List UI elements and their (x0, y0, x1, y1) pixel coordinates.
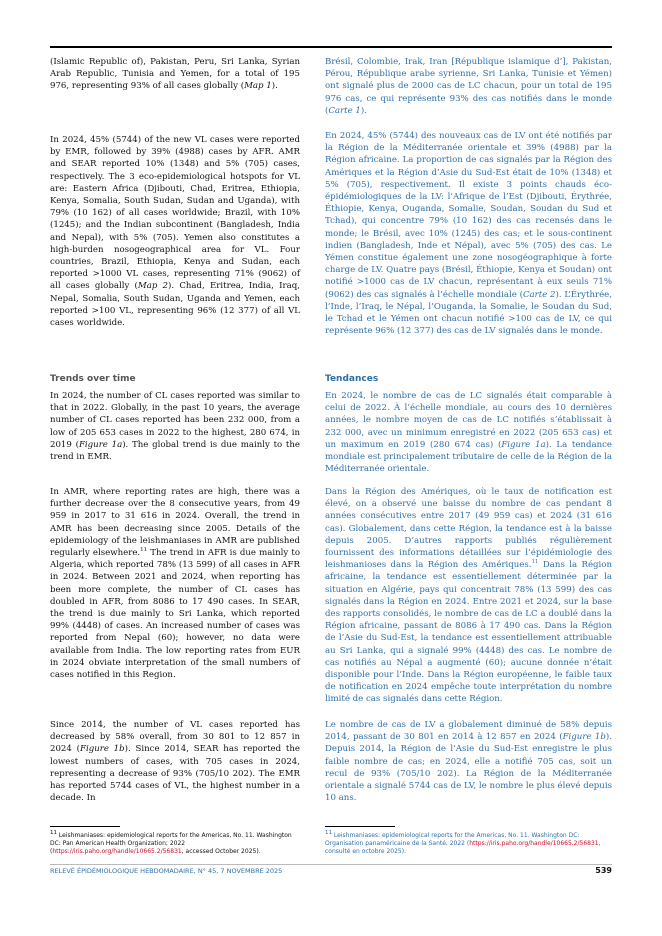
fr-footnote-rule (325, 826, 395, 827)
fr-paragraph-1: Brésil, Colombie, Irak, Iran [République islamique d’], Pakistan, Pérou, République arabe syrienne, Sri Lanka, Tunisie et Yémen) ont signalé plus de 2000 cas de LC chacun, pour un total de 195 976 cas, ce qui représente 93% des cas notifiés dans le monde (Carte 1). (325, 57, 612, 116)
fr-paragraph-5: Le nombre de cas de LV a globalement diminué de 58% depuis 2014, passant de 30 801 en 2014 à 12 857 en 2024 (Figure 1b). Depuis 2014, la Région de l’Asie du Sud-Est enregistre le plus faible nombre de cas; en 2024, elle a notifié 705 cas, soit un recul de 93% (705/10 202). La Région de la Méditerranée orientale a signalé 5744 cas de LV, le nombre le plus élevé depuis 10 ans. (325, 720, 612, 804)
footer-publication: RELEVÉ ÉPIDÉMIOLOGIQUE HEBDOMADAIRE, N° 45, 7 NOVEMBRE 2025 (50, 867, 283, 875)
top-rule (50, 46, 612, 48)
fr-footnote-link[interactable]: https://iris.paho.org/handle/10665.2/56831 (469, 840, 599, 848)
page-number: 539 (595, 866, 612, 875)
en-footnote: $^{11}$ Leishmaniases: epidemiological reports for the Americas, No. 11. Washington DC: Pan American Health Organization; 2022 (https://iris.paho.org/handle/10665.2/56831, accessed October 2025). (50, 830, 292, 856)
fr-paragraph-3: En 2024, le nombre de cas de LC signalés était comparable à celui de 2022. À l’échelle mondiale, au cours des 10 dernières années, le nombre moyen de cas de LC notifiés s’établissait à 232 000, avec un minimum enregistré en 2022 (205 653 cas) et un maximum en 2019 (280 674 cas) (Figure 1a). La tendance mondiale est principalement tributaire de celle de la Région de la Méditerranée orientale. (325, 391, 613, 475)
en-paragraph-1: (Islamic Republic of), Pakistan, Peru, Sri Lanka, Syrian Arab Republic, Tunisia and Yemen, for a total of 195 976, representing 93% of all cases globally (Map 1). (50, 57, 300, 92)
fr-paragraph-4: Dans la Région des Amériques, où le taux de notification est élevé, on a observé une baisse du nombre de cas pendant 8 années consécutives entre 2017 (49 959 cas) et 2024 (31 616 cas). Globalement, dans cette Région, la tendance est à la baisse depuis 2005. D’autres rapports publiés régulièrement fournissent des informations détaillées sur l’épidémiologie des leishmanioses dans la Région des Amériques.$^{11}$ Dans la Région africaine, la tendance est essentiellement déterminée par la situation en Algérie, pays qui concentrait 78% (13 599) des cas signalés dans la Région en 2024. Entre 2021 et 2024, sur la base des rapports consolidés, le nombre de cas de LC a doublé dans la Région africaine, passant de 8086 à 17 490 cas. Dans la Région de l’Asie du Sud-Est, la tendance est essentiellement attribuable au Sri Lanka, qui a signalé 99% (4448) des cas. Le nombre de cas notifiés au Népal a augmenté (60); aucune donnée n’était disponible pour l’Inde. Dans la Région européenne, le faible taux de notification en 2024 empêche toute interprétation du nombre limité de cas signalés dans cette Région. (325, 487, 612, 705)
fr-footnote: $^{11}$ Leishmaniases: epidemiological reports for the Americas, No. 11. Washington DC: Organisation panaméricaine de la Santé, 2022 (https://iris.paho.org/handle/10665.2/56831, consulté en octobre 2025). (325, 830, 601, 856)
en-paragraph-4: In AMR, where reporting rates are high, there was a further decrease over the 8 consecutive years, from 49 959 in 2017 to 31 616 in 2024. Overall, the trend in AMR has been decreasing since 2005. Details of the epidemiology of the leishmaniases in AMR are published regularly elsewhere.$^{11}$ The trend in AFR is due mainly to Algeria, which reported 78% (13 599) of all cases in AFR in 2024. Between 2021 and 2024, when reporting has been more complete, the number of CL cases has doubled in AFR, from 8086 to 17 490 cases. In SEAR, the trend is due mainly to Sri Lanka, which reported 99% (4448) of cases. An increased number of cases was reported from Nepal (60); however, no data were available from India. The low reporting rates from EUR in 2024 obviate interpretation of the small numbers of cases notified in this Region. (50, 487, 300, 681)
en-footnote-link[interactable]: https://iris.paho.org/handle/10665.2/56831 (52, 848, 182, 856)
en-footnote-rule (50, 826, 120, 827)
en-paragraph-5: Since 2014, the number of VL cases reported has decreased by 58% overall, from 30 801 to 12 857 in 2024 (Figure 1b). Since 2014, SEAR has reported the lowest numbers of cases, with 705 cases in 2024, representing a decrease of 93% (705/10 202). The EMR has reported 5744 cases of VL, the highest number in a decade. In (50, 720, 300, 804)
footer-rule (50, 864, 612, 865)
en-paragraph-3: In 2024, the number of CL cases reported was similar to that in 2022. Globally, in the past 10 years, the average number of CL cases reported has been 232 000, from a low of 205 653 cases in 2022 to the highest, 280 674, in 2019 (Figure 1a). The global trend is due mainly to the trend in EMR. (50, 391, 300, 463)
fr-heading-tendances: Tendances (325, 374, 379, 384)
fr-paragraph-2: En 2024, 45% (5744) des nouveaux cas de LV ont été notifiés par la Région de la Méditerranée orientale et 39% (4988) par la Région africaine. La proportion de cas signalés par la Région des Amériques et la Région d’Asie du Sud-Est était de 10% (1348) et 5% (705), respectivement. Il existe 3 points chauds éco-épidémiologiques de la LV: l’Afrique de l’Est (Djibouti, Érythrée, Éthiopie, Kenya, Ouganda, Somalie, Soudan, Soudan du Sud et Tchad), qui concentre 79% (10 162) des cas recensés dans le monde; le Brésil, avec 10% (1245) des cas; et le sous-continent indien (Bangladesh, Inde et Népal), avec 5% (705) des cas. Le Yémen constitue également une zone nosogéographique à forte charge de LV. Quatre pays (Brésil, Éthiopie, Kenya et Soudan) ont notifié >1000 cas de LV chacun, représentant à eux seuls 71% (9062) des cas signalés à l’échelle mondiale (Carte 2). L’Érythrée, l’Inde, l’Iraq, le Népal, l’Ouganda, la Somalie, le Soudan du Sud, le Tchad et le Yémen ont chacun notifié >100 cas de LV, ce qui représente 96% (12 377) des cas de LV signalés dans le monde. (325, 131, 612, 337)
en-paragraph-2: In 2024, 45% (5744) of the new VL cases were reported by EMR, followed by 39% (4988) cases by AFR. AMR and SEAR reported 10% (1348) and 5% (705) cases, respectively. The 3 eco-epidemiological hotspots for VL are: Eastern Africa (Djibouti, Chad, Eritrea, Ethiopia, Kenya, Somalia, South Sudan, Sudan and Uganda), with 79% (10 162) of all cases worldwide; Brazil, with 10% (1245); and the Indian subcontinent (Bangladesh, India and Nepal), with 5% (705). Yemen also constitutes a high-burden nosogeographical area for VL. Four countries, Brazil, Ethiopia, Kenya and Sudan, each reported >1000 VL cases, representing 71% (9062) of all cases globally (Map 2). Chad, Eritrea, India, Iraq, Nepal, Somalia, South Sudan, Uganda and Yemen, each reported >100 VL, representing 96% (12 377) of all VL cases worldwide. (50, 135, 300, 329)
en-heading-trends: Trends over time (50, 374, 136, 384)
